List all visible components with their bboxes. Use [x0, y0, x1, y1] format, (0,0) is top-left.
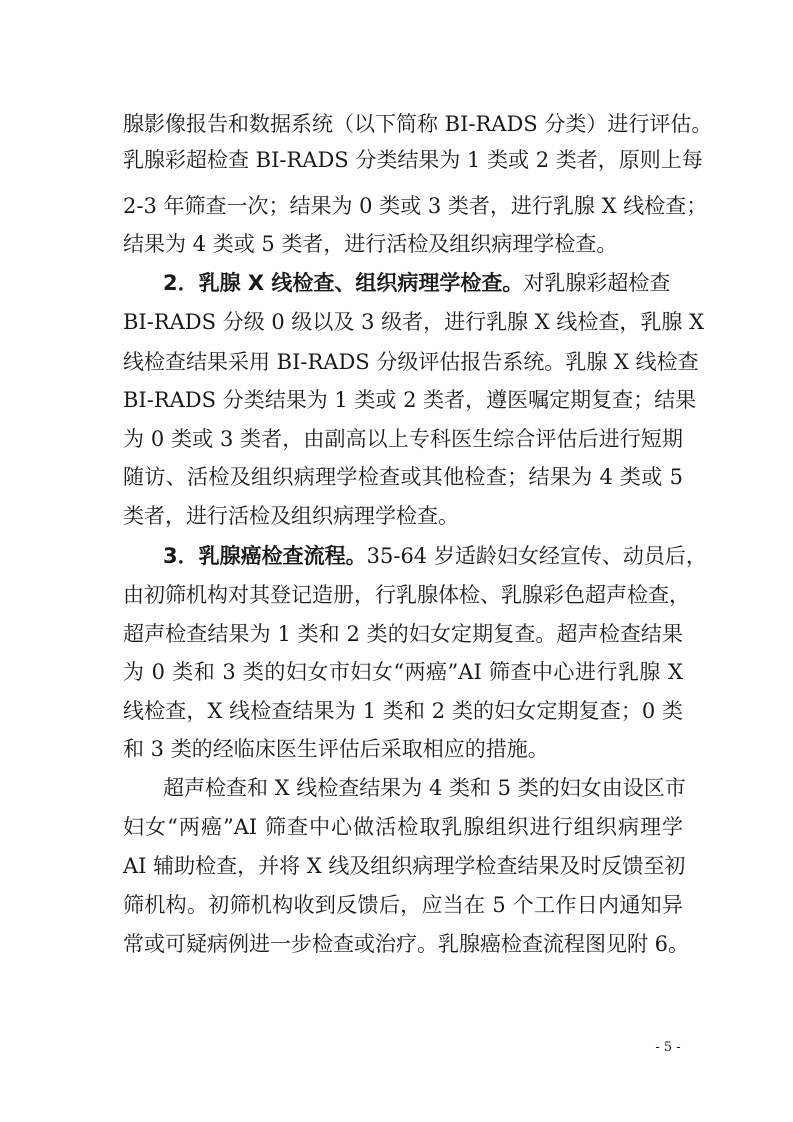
text-line: 筛机构。初筛机构收到反馈后，应当在 5 个工作日内通知异 [123, 893, 683, 917]
section-3-heading: 3．乳腺癌检查流程。 [163, 544, 367, 568]
text-line: 线检查，X 线检查结果为 1 类和 2 类的妇女定期复查；0 类 [123, 699, 683, 723]
text-line: 类者，进行活检及组织病理学检查。 [123, 504, 459, 528]
section-2-first-line [163, 265, 683, 301]
section-3-first-line [163, 538, 707, 574]
text-line: 乳腺彩超检查 BI-RADS 分类结果为 1 类或 2 类者，原则上每 [123, 148, 703, 172]
text-line: 腺影像报告和数据系统（以下简称 BI-RADS 分类）进行评估。 [123, 112, 713, 136]
section-3-text: 35-64 岁适龄妇女经宣传、动员后， [366, 544, 707, 568]
text-line: 为 0 类或 3 类者，由副高以上专科医生综合评估后进行短期 [123, 427, 683, 451]
text-line: 和 3 类的经临床医生评估后采取相应的措施。 [123, 737, 549, 761]
text-line: 超声检查结果为 1 类和 2 类的妇女定期复查。超声检查结果 [123, 622, 683, 646]
text-line: BI-RADS 分级 0 级以及 3 级者，进行乳腺 X 线检查，乳腺 X [123, 310, 705, 334]
paragraph-4-first-line: 超声检查和 X 线检查结果为 4 类和 5 类的妇女由设区市 [163, 776, 686, 800]
text-line: 妇女“两癌”AI 筛查中心做活检取乳腺组织进行组织病理学 [123, 815, 683, 839]
text-line: 结果为 4 类或 5 类者，进行活检及组织病理学检查。 [123, 232, 618, 256]
page-number: - 5 - [655, 1040, 681, 1055]
text-line: BI-RADS 分类结果为 1 类或 2 类者，遵医嘱定期复查；结果 [123, 388, 697, 412]
text-line: 常或可疑病例进一步检查或治疗。乳腺癌检查流程图见附 6。 [123, 932, 690, 956]
text-line: 随访、活检及组织病理学检查或其他检查；结果为 4 类或 5 [123, 465, 683, 489]
section-2-heading: 2．乳腺 X 线检查、组织病理学检查。 [163, 271, 524, 295]
text-line: 线检查结果采用 BI-RADS 分级评估报告系统。乳腺 X 线检查 [123, 350, 699, 374]
section-2-text: 对乳腺彩超检查 [523, 271, 671, 295]
text-line: 2-3 年筛查一次；结果为 0 类或 3 类者，进行乳腺 X 线检查； [123, 194, 708, 218]
text-line: 由初筛机构对其登记造册，行乳腺体检、乳腺彩色超声检查， [123, 583, 690, 607]
text-line: 为 0 类和 3 类的妇女市妇女“两癌”AI 筛查中心进行乳腺 X [123, 660, 683, 684]
text-line: AI 辅助检查，并将 X 线及组织病理学检查结果及时反馈至初 [123, 854, 686, 878]
